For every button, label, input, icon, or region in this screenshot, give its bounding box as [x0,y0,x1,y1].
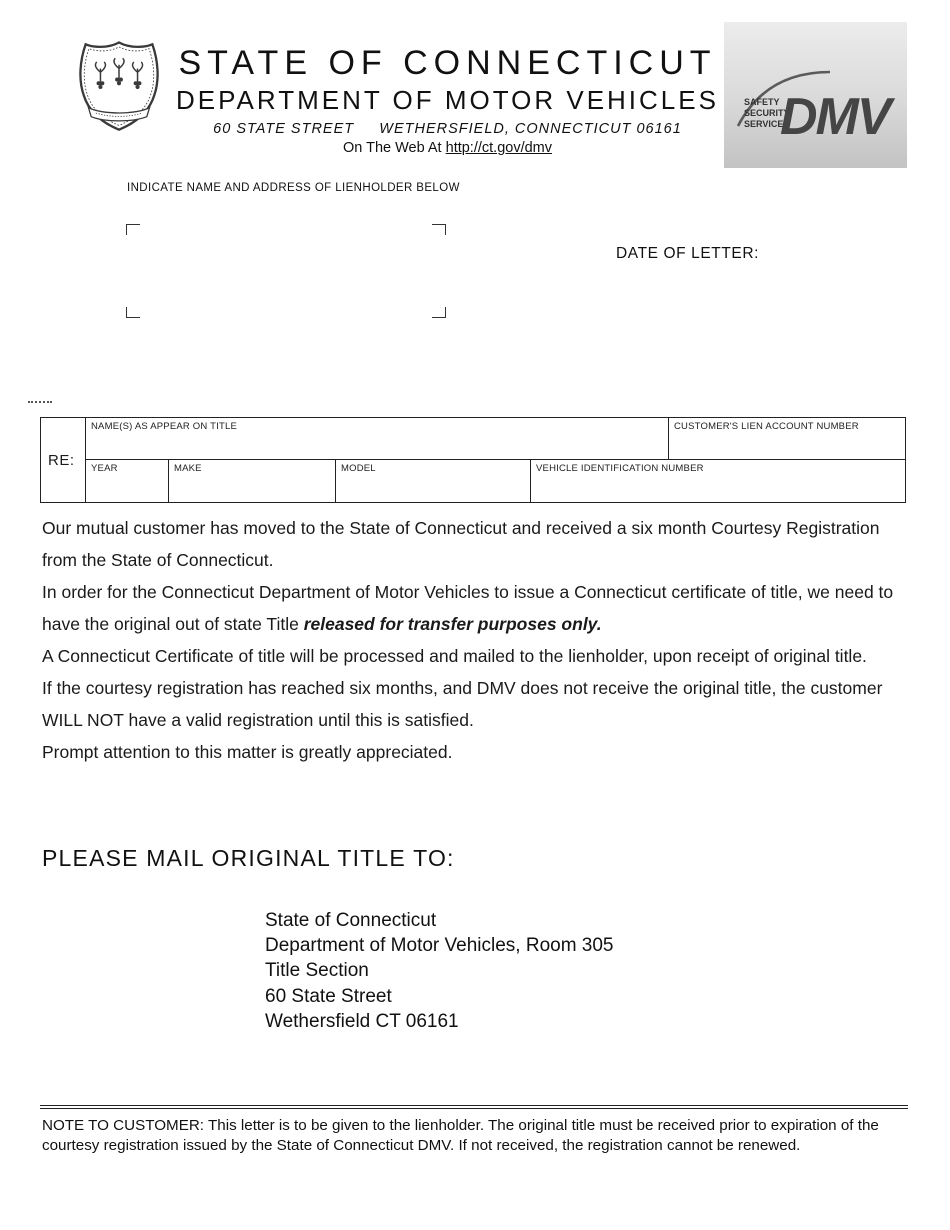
body-paragraph-1: Our mutual customer has moved to the State of Connecticut and received a six month Courtesy Registration from the State of Connecticut. [42,518,880,570]
footer-divider [40,1105,908,1109]
year-field[interactable] [86,460,169,502]
letter-body [42,512,910,768]
model-label: MODEL [341,463,376,474]
letterhead [175,44,720,156]
lien-account-number-field[interactable] [669,418,905,459]
web-prefix: On The Web At [342,140,446,156]
body-paragraph-2-text: In order for the Connecticut Department of Motor Vehicles to issue a Connecticut certificate of title, we need to have the original out of state Title [42,582,894,634]
lienholder-address-area[interactable] [124,222,448,322]
logo-word-service: SERVICE [744,119,784,129]
customer-note [42,1116,914,1155]
bracket-top-left [126,224,140,235]
mail-to-line: Wethersfield CT 06161 [265,1010,459,1032]
name-on-title-label: NAME(S) AS APPEAR ON TITLE [91,421,237,432]
body-paragraph-3: A Connecticut Certificate of title will be processed and mailed to the lienholder, upon receipt of original title. [42,646,867,666]
make-field[interactable] [169,460,336,502]
make-label: MAKE [174,463,202,474]
bracket-bottom-right [432,307,446,318]
vehicle-info-table [40,417,906,503]
model-field[interactable] [336,460,531,502]
mail-to-address [265,908,614,1034]
mail-to-heading: PLEASE MAIL ORIGINAL TITLE TO: [42,845,455,871]
table-row [86,418,905,460]
agency-address: 60 STATE STREET WETHERSFIELD, CONNECTICUT 06161 [213,121,682,137]
lien-account-number-label: CUSTOMER'S LIEN ACCOUNT NUMBER [674,421,859,432]
table-row [86,460,905,502]
mail-to-line: State of Connecticut [265,910,437,931]
body-paragraph-2 [42,576,910,640]
date-of-letter-label: DATE OF LETTER: [616,245,760,262]
dmv-web-link[interactable]: http://ct.gov/dmv [445,140,553,156]
logo-word-safety: SAFETY [744,97,780,107]
mail-to-line: Title Section [265,960,369,982]
bracket-bottom-left [126,307,140,318]
customer-note-label: NOTE TO CUSTOMER: [42,1117,205,1134]
bracket-top-right [432,224,446,235]
re-label: RE: [41,418,86,502]
vehicle-info-cells [86,418,905,502]
mail-to-line: Department of Motor Vehicles, Room 305 [265,935,614,957]
dmv-logo [724,22,907,168]
vin-field[interactable] [531,460,905,502]
mail-to-line: 60 State Street [265,985,392,1007]
body-paragraph-2-emphasis: released for transfer purposes only. [303,614,602,634]
body-paragraph-4: If the courtesy registration has reached six months, and DMV does not receive the original title, the customer WILL NOT have a valid registration until this is satisfied. [42,678,883,730]
page-subtitle: DEPARTMENT OF MOTOR VEHICLES [176,85,719,115]
body-paragraph-5: Prompt attention to this matter is greatly appreciated. [42,742,453,762]
name-on-title-field[interactable] [86,418,669,459]
logo-word-security: SECURITY [744,108,790,118]
connecticut-state-seal-icon [68,36,170,138]
customer-note-text: This letter is to be given to the lienholder. The original title must be received prior to expiration of the courtesy registration issued by the State of Connecticut DMV. If not received, the registration cannot be renewed. [42,1117,879,1154]
web-line [175,140,720,156]
year-label: YEAR [91,463,118,474]
page-title: STATE OF CONNECTICUT [178,44,717,82]
logo-acronym: DMV [780,88,890,146]
vin-label: VEHICLE IDENTIFICATION NUMBER [536,463,704,474]
lienholder-instruction: INDICATE NAME AND ADDRESS OF LIENHOLDER BELOW [127,182,460,194]
fold-mark [28,401,52,403]
